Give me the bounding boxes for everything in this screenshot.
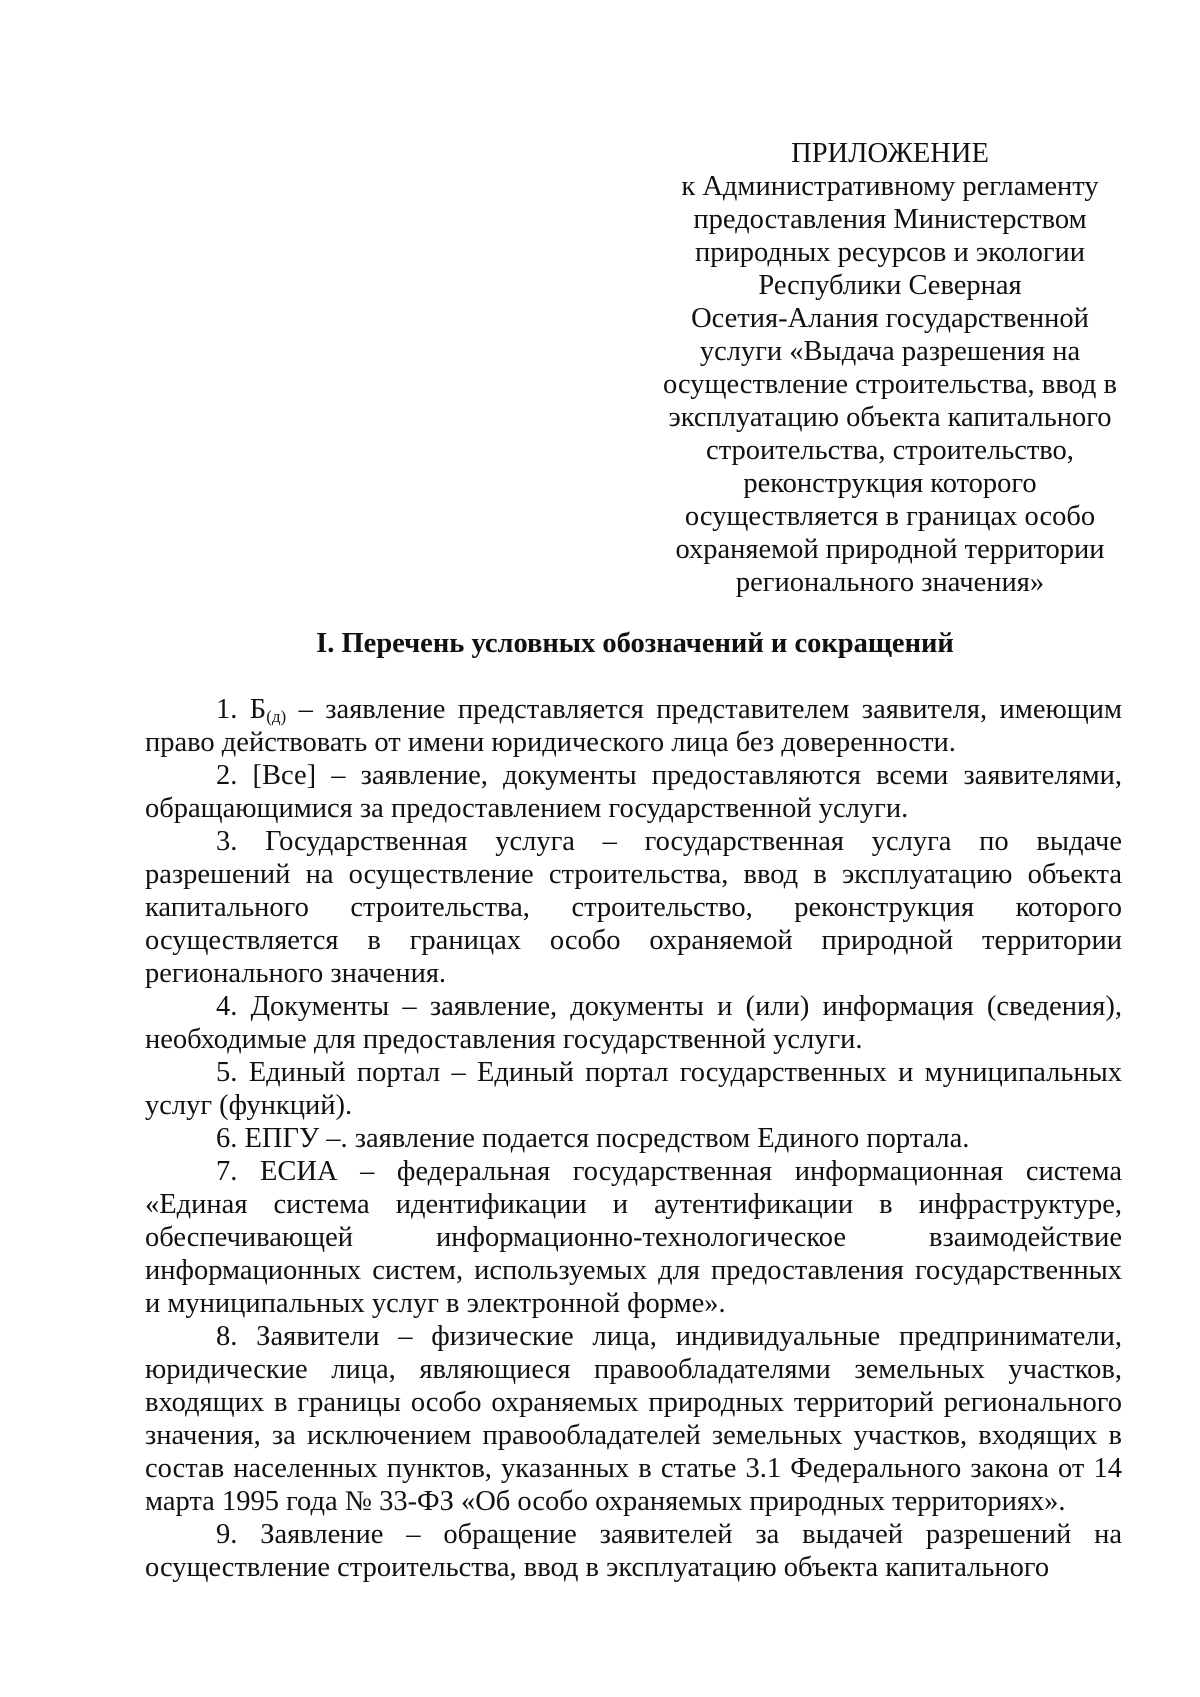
definition-item: 6. ЕПГУ –. заявление подается посредством Единого портала. xyxy=(216,1123,970,1154)
definition-item: 4. Документы – заявление, документы и (или) информация (сведения), необходимые для предоставления государственной услуги. xyxy=(145,991,1122,1055)
section-title: I. Перечень условных обозначений и сокращений xyxy=(316,628,954,659)
appendix-header xyxy=(655,137,1125,599)
definition-item: 5. Единый портал – Единый портал государственных и муниципальных услуг (функций). xyxy=(145,1057,1122,1121)
definition-item: 7. ЕСИА – федеральная государственная информационная система «Единая система идентификации и аутентификации в инфраструктуре, обеспечивающей информационно-технологическое взаимодействие информационных систем, используемых для предоставления государственных и муниципальных услуг в электронной форме». xyxy=(145,1156,1122,1319)
definition-item: 3. Государственная услуга – государственная услуга по выдаче разрешений на осуществление строительства, ввод в эксплуатацию объекта капитального строительства, строительство, реконструкция которого осуществляется в границах особо охраняемой природной территории регионального значения. xyxy=(145,826,1122,989)
definitions-list xyxy=(145,693,1122,1584)
appendix-line: строительства, строительство, xyxy=(706,435,1074,466)
appendix-line: Осетия-Алания государственной xyxy=(691,303,1089,334)
item-prefix: 1. Б xyxy=(216,694,267,725)
appendix-line: к Административному регламенту xyxy=(681,171,1099,202)
appendix-line: эксплуатацию объекта капитального xyxy=(668,402,1112,433)
item-text: – заявление представляется представителем заявителя, имеющим право действовать от имени юридического лица без доверенности. xyxy=(145,694,1122,758)
definition-item: 9. Заявление – обращение заявителей за выдачей разрешений на осуществление строительства, ввод в эксплуатацию объекта капитального xyxy=(145,1519,1122,1583)
appendix-line: услуги «Выдача разрешения на xyxy=(699,336,1081,367)
appendix-line: Республики Северная xyxy=(758,270,1022,301)
definition-item: 8. Заявители – физические лица, индивидуальные предприниматели, юридические лица, являющиеся правообладателями земельных участков, входящих в границы особо охраняемых природных территорий регионального значения, за исключением правообладателей земельных участков, входящих в состав населенных пунктов, указанных в статье 3.1 Федерального закона от 14 марта 1995 года № 33-ФЗ «Об особо охраняемых природных территориях». xyxy=(145,1321,1122,1517)
appendix-line: охраняемой природной территории xyxy=(675,534,1105,565)
appendix-title: ПРИЛОЖЕНИЕ xyxy=(791,138,989,169)
appendix-line: природных ресурсов и экологии xyxy=(694,237,1086,268)
appendix-line: реконструкция которого xyxy=(743,468,1037,499)
appendix-line: предоставления Министерством xyxy=(693,204,1087,235)
definition-item: 2. [Все] – заявление, документы предоставляются всеми заявителями, обращающимися за предоставлением государственной услуги. xyxy=(145,760,1122,824)
item-subscript: (д) xyxy=(266,707,287,726)
appendix-line: осуществляется в границах особо xyxy=(684,501,1096,532)
appendix-line: регионального значения» xyxy=(735,567,1045,598)
appendix-line: осуществление строительства, ввод в xyxy=(663,369,1117,400)
definition-item xyxy=(145,693,1122,759)
